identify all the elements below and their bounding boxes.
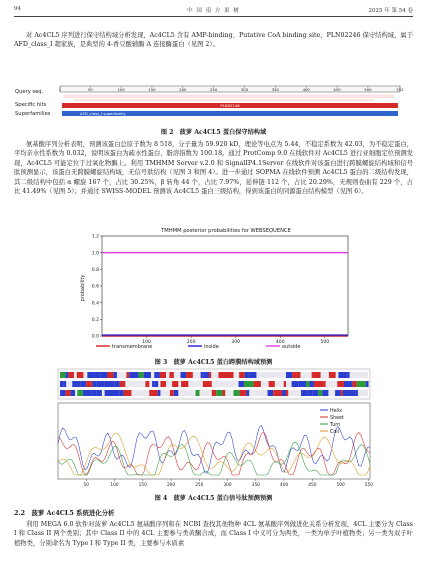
fig4-track-segment xyxy=(115,381,120,387)
superfamilies-label: Superfamilies xyxy=(15,111,51,117)
fig4-track-segment xyxy=(355,390,358,396)
fig4-xtick-label: 200 xyxy=(166,483,176,488)
fig4-track-segment xyxy=(158,390,161,396)
fig4-xtick-label: 100 xyxy=(110,483,119,488)
fig4-track-segment xyxy=(341,390,343,396)
fig4-track-segment xyxy=(212,390,216,396)
fig4-plot-frame xyxy=(58,403,370,479)
fig4-track-segment xyxy=(60,390,66,396)
fig4-track-segment xyxy=(344,381,352,387)
fig4-track-segment xyxy=(249,372,257,378)
legend-sheet: Sheet xyxy=(330,416,344,421)
figure-2-caption: 图 2 菠萝 Ac4CL5 蛋白保守结构域 xyxy=(160,129,267,136)
query-seq-bar xyxy=(60,86,400,92)
fig4-track-segment xyxy=(196,390,200,396)
fig4-track-segment xyxy=(268,390,274,396)
fig4-track-segment xyxy=(286,390,288,396)
fig4-track-segment xyxy=(209,372,211,378)
fig4-track-segment xyxy=(60,381,63,387)
fig4-track-segment xyxy=(244,381,253,387)
fig4-track-segment xyxy=(239,372,245,378)
figure-3-caption: 图 3 菠萝 Ac4CL5 蛋白跨膜结构域预测 xyxy=(154,359,273,366)
query-seq-label: Query seq. xyxy=(15,89,44,95)
fig4-track-segment xyxy=(313,390,319,396)
fig4-track-segment xyxy=(77,372,84,378)
fig4-track-segment xyxy=(174,390,178,396)
legend-coil: Coil xyxy=(330,430,339,435)
fig4-track-segment xyxy=(239,381,245,387)
fig4-track-segment xyxy=(95,372,101,378)
fig4-track-segment xyxy=(108,381,115,387)
fig4-track-segment xyxy=(81,381,87,387)
fig4-track-segment xyxy=(119,390,123,396)
fig3-title: TMHMM posterior probabilities for WEBSEQUENCE xyxy=(161,228,291,234)
fig4-track-segment xyxy=(203,372,209,378)
fig2-tick-label: 50 xyxy=(87,87,93,92)
fig4-track-segment xyxy=(87,372,94,378)
fig4-track-segment xyxy=(86,381,90,387)
fig4-track-segment xyxy=(152,381,155,387)
fig4-xtick-label: 450 xyxy=(308,483,317,488)
fig4-track-segment xyxy=(139,372,144,378)
fig4-track-segment xyxy=(71,390,75,396)
page-number: 94 xyxy=(14,6,21,12)
fig4-track-segment xyxy=(306,381,309,387)
fig4-track-segment xyxy=(245,372,249,378)
intro-paragraph: 对 Ac4CL5 序列进行保守结构域分析发现，Ac4CL5 含有 AMP-binding、Putative CoA binding site、PLN02246 保守结构域，属于 AFD_class_I 超家族，是典型的 4-香豆酸辅酶 A 连接酶蛋白（见图 2）。 xyxy=(14,32,413,49)
fig4-track-segment xyxy=(314,372,321,378)
fig4-track-segment xyxy=(309,381,313,387)
fig4-track-segment xyxy=(335,390,341,396)
fig2-tick-label: 150 xyxy=(148,87,156,92)
section-paragraph: 利用 MEGA 6.0 软件对菠萝 Ac4CL5 氨基酸序列和在 NCBI 查找其他物种 4CL 氨基酸序列做进化关系分析发现，4CL 主要分为 Class I 和 Class II 两个类别；其中 Class II 中的 4CL 主要参与类黄酮合成，而 Class I 中又可分为两类，一类为单子叶植物类；另一类为双子叶植物类，分别命名为 Type I 和 Type II 类，主要参与木质素 xyxy=(14,521,413,547)
fig4-xtick-label: 50 xyxy=(83,483,89,488)
fig4-track-segment xyxy=(160,381,166,387)
fig4-track-segment xyxy=(63,381,66,387)
fig4-track-segment xyxy=(203,381,212,387)
fig4-track-segment xyxy=(154,372,160,378)
fig4-track-segment xyxy=(269,381,275,387)
fig3-xtick-label: 200 xyxy=(186,340,196,345)
fig4-track-segment xyxy=(286,372,292,378)
issue-label: 2025 年 第 54 卷 xyxy=(368,8,413,14)
legend-turn: Turn xyxy=(330,423,341,428)
fig2-tick-label: 100 xyxy=(117,87,125,92)
fig4-track-segment xyxy=(66,372,69,378)
fig4-xtick-label: 150 xyxy=(138,483,147,488)
body-paragraph: 氨基酸序列分析表明，预测该蛋白总原子数为 8 518，分子量为 59.920 kD，理论等电点为 5.44，不稳定系数为 42.03，为不稳定蛋白，平均亲水性系数为 0.032，说明该蛋白为疏水性蛋白，脂溶指数为 100.18。通过 ProtComp 9.0 在线软件对 Ac4CL5 进行亚细胞定位预测发现，Ac4CL5 可能定位于过氧化物酶上。利用 TMHMM Server v.2.0 和 SignalIP4.1Server 在线软件对该蛋白进行跨膜螺旋结构域和信号肽预测显示，该蛋白无跨膜螺旋结构域，无信号肽结构（见图 3 和图 4）。进一步通过 SOPMA 在线软件预测 Ac4CL5 蛋白的二级结构发现，其二级结构中包括 α 螺旋 167 个，占比 30.25%，β 转角 44 个，占比 7.97%，延伸链 112 个，占比 20.29%，无规则卷曲有 229 个，占比 41.49%（见图 5）；并通过 SWISS-MODEL 预测该 Ac4CL5 蛋白三级结构，得到该蛋白的同源蛋白结构模型（见图 6）。 xyxy=(14,141,413,196)
fig4-track-segment xyxy=(181,372,187,378)
fig4-track-segment xyxy=(105,381,108,387)
fig4-track-segment xyxy=(66,390,71,396)
figure-4-structure-chart xyxy=(58,369,373,489)
fig3-legend xyxy=(96,344,300,350)
fig2-tick-label: 450 xyxy=(333,87,341,92)
fig4-track-segment xyxy=(273,390,282,396)
fig4-track-segment xyxy=(246,390,249,396)
fig4-track-segment xyxy=(100,372,107,378)
fig4-track-segment xyxy=(149,390,157,396)
fig2-tick-label: 500 xyxy=(364,87,372,92)
fig3-ytick-label: 0.4 xyxy=(91,301,99,307)
fig2-tick-label: 350 xyxy=(271,87,279,92)
fig4-track-segment xyxy=(301,390,307,396)
catalytic-site-track xyxy=(64,95,394,99)
figure-4-caption: 图 4 菠萝 Ac4CL5 蛋白信号肽预测预测 xyxy=(154,495,273,502)
fig4-track-segment xyxy=(240,390,247,396)
section-heading: 2.2 菠萝 Ac4CL5 系统进化分析 xyxy=(14,509,115,517)
fig4-track-segment xyxy=(307,390,313,396)
fig4-track-segment xyxy=(282,390,286,396)
fig4-track-segment xyxy=(284,381,286,387)
fig4-track-segment xyxy=(68,372,74,378)
fig3-ytick-label: 0.2 xyxy=(91,317,99,323)
fig3-ytick-label: 0.0 xyxy=(91,334,99,340)
fig4-track-segment xyxy=(96,381,104,387)
fig4-track-segment xyxy=(337,381,344,387)
fig3-ytick-label: 0.6 xyxy=(91,284,99,290)
fig4-track-segment xyxy=(312,372,314,378)
fig4-track-segment xyxy=(114,372,117,378)
fig3-xtick-label: 500 xyxy=(320,340,330,345)
fig4-track-segment xyxy=(314,381,323,387)
coa-site-track xyxy=(74,99,374,102)
fig4-track-segment xyxy=(343,390,349,396)
fig4-track-segment xyxy=(169,372,173,378)
fig4-track-segment xyxy=(60,372,66,378)
fig3-ylabel: probability xyxy=(80,274,86,302)
fig4-track-segment xyxy=(222,390,225,396)
fig4-track-segment xyxy=(172,381,178,387)
legend-inside: inside xyxy=(204,344,219,350)
fig4-track-segment xyxy=(92,381,96,387)
fig4-track-segment xyxy=(254,381,261,387)
fig2-tick-label: 300 xyxy=(240,87,249,92)
fig4-track-segment xyxy=(90,381,92,387)
specific-hit-name: PLN02246 xyxy=(220,103,240,108)
fig4-track-segment xyxy=(348,390,355,396)
fig4-track-segment xyxy=(181,381,188,387)
superfamily-name: AFD_class_I superfamily xyxy=(80,111,126,116)
fig4-track-segment xyxy=(129,372,138,378)
fig4-track-segment xyxy=(352,381,356,387)
legend-outside: outside xyxy=(282,344,301,350)
fig4-xtick-label: 350 xyxy=(251,483,260,488)
legend-helix: Helix xyxy=(330,409,343,414)
fig4-track-segment xyxy=(292,381,299,387)
fig4-track-segment xyxy=(216,390,222,396)
fig4-track-segment xyxy=(97,390,102,396)
fig4-xtick-label: 400 xyxy=(279,483,289,488)
fig2-tick-label: 1 xyxy=(58,87,62,92)
figure-2-domain-diagram xyxy=(14,82,414,124)
fig4-track-segment xyxy=(155,381,158,387)
fig2-tick-label: 400 xyxy=(302,87,310,92)
fig4-track-segment xyxy=(329,372,336,378)
fig4-track-segment xyxy=(77,390,83,396)
fig4-track-segment xyxy=(322,390,328,396)
fig4-track-segment xyxy=(318,390,322,396)
fig4-track-segment xyxy=(228,372,234,378)
fig2-tick-label: 200 xyxy=(179,87,187,92)
fig2-tick-label: 552 xyxy=(396,87,404,92)
fig4-track-segment xyxy=(234,390,240,396)
fig4-xtick-label: 250 xyxy=(195,483,204,488)
fig4-track-segment xyxy=(120,381,126,387)
fig4-track-segment xyxy=(299,381,306,387)
fig4-xtick-label: 550 xyxy=(364,483,373,488)
fig4-track-segment xyxy=(357,381,366,387)
fig4-track-segment xyxy=(83,390,92,396)
fig2-tick-label: 250 xyxy=(210,87,218,92)
fig4-track-segment xyxy=(160,372,166,378)
fig4-track-segment xyxy=(145,381,149,387)
fig4-xtick-label: 300 xyxy=(223,483,232,488)
header-rule xyxy=(14,16,413,17)
fig4-track-segment xyxy=(144,372,151,378)
figure-3-tmhmm-chart xyxy=(76,226,352,356)
fig4-track-segment xyxy=(126,372,129,378)
fig4-track-segment xyxy=(201,372,204,378)
fig4-track-segment xyxy=(72,381,80,387)
fig4-track-segment xyxy=(105,390,113,396)
fig4-track-segment xyxy=(107,372,113,378)
specific-hits-label: Specific hits xyxy=(15,102,47,108)
fig4-track-segment xyxy=(297,372,301,378)
fig3-plot-frame xyxy=(102,236,348,336)
fig3-ytick-label: 1.0 xyxy=(91,251,99,257)
fig3-ytick-label: 1.2 xyxy=(91,234,99,240)
fig3-ytick-label: 0.8 xyxy=(91,267,99,273)
legend-transmembrane: transmembrane xyxy=(112,344,153,350)
fig3-xtick-label: 100 xyxy=(142,340,151,345)
fig4-xtick-label: 500 xyxy=(336,483,345,488)
fig4-track-segment xyxy=(347,372,349,378)
fig4-track-segment xyxy=(92,390,97,396)
journal-title: 中 国 南 方 果 树 xyxy=(187,8,240,14)
fig4-track-segment xyxy=(292,372,296,378)
fig4-track-segment xyxy=(186,372,193,378)
fig4-track-segment xyxy=(338,372,347,378)
fig4-track-segment xyxy=(170,390,174,396)
fig4-track-segment xyxy=(366,381,369,387)
fig4-track-segment xyxy=(124,390,132,396)
fig4-track-segment xyxy=(218,372,227,378)
fig3-xtick-label: 300 xyxy=(231,340,241,345)
fig4-track-segment xyxy=(323,381,325,387)
fig4-track-segment xyxy=(113,390,119,396)
fig3-xtick-label: 400 xyxy=(275,340,285,345)
